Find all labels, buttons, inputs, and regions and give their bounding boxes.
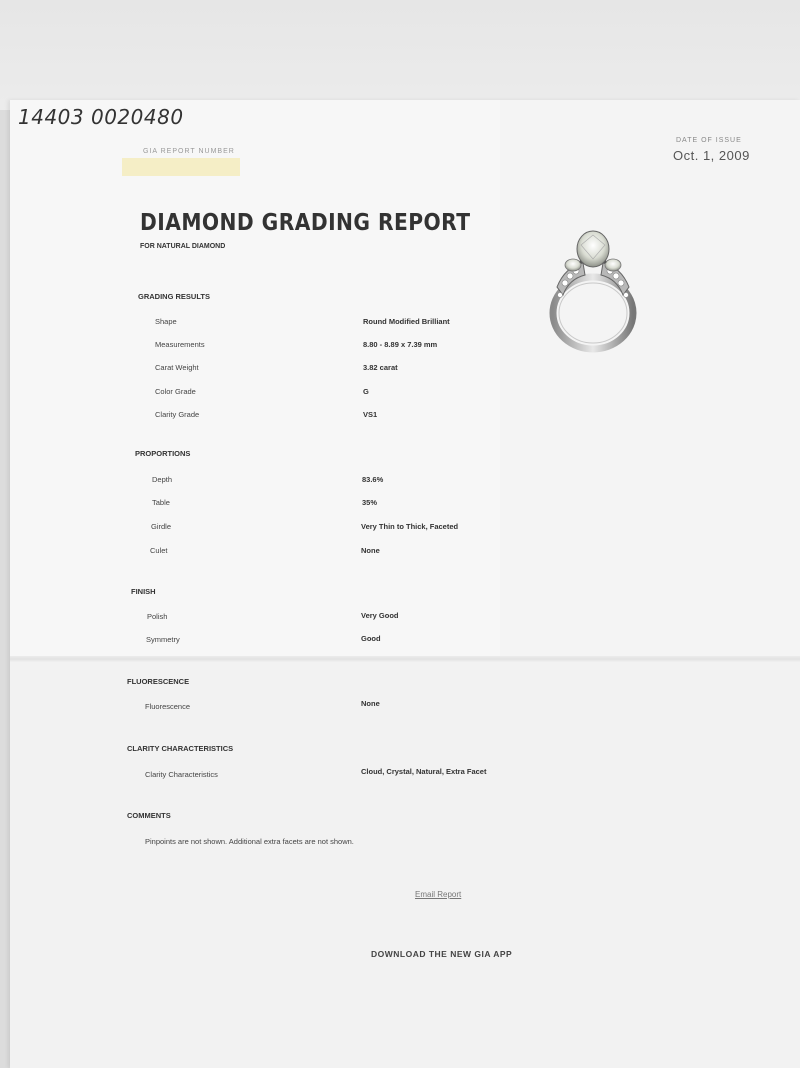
shape-label: Shape [155,317,177,326]
color-grade-value: G [363,387,369,396]
fluorescence-label: Fluorescence [145,702,191,711]
table-value: 35% [362,498,378,507]
report-subtitle: FOR NATURAL DIAMOND [140,243,226,250]
depth-label: Depth [152,475,173,484]
report-number-highlight [122,158,240,176]
symmetry-label: Symmetry [146,635,180,644]
table-label: Table [152,498,170,507]
culet-label: Culet [150,546,168,555]
email-report-link[interactable]: Email Report [415,890,462,899]
fluorescence-value: None [361,699,380,708]
comments-text: Pinpoints are not shown. Additional extra facets are not shown. [145,837,354,846]
section-finish: FINISH [131,587,156,596]
report-number-label: GIA REPORT NUMBER [143,148,235,155]
date-of-issue-value: Oct. 1, 2009 [673,148,750,163]
paper-panel-lower [10,662,800,1068]
download-app-link[interactable]: DOWNLOAD THE NEW GIA APP [371,949,513,959]
polish-value: Very Good [361,611,399,620]
symmetry-value: Good [361,634,381,643]
shape-value: Round Modified Brilliant [363,317,450,326]
clarity-grade-label: Clarity Grade [155,410,200,419]
clarity-characteristics-label: Clarity Characteristics [145,770,218,779]
polish-label: Polish [147,612,168,621]
section-fluorescence: FLUORESCENCE [127,677,190,686]
clarity-characteristics-value: Cloud, Crystal, Natural, Extra Facet [361,767,487,776]
carat-weight-value: 3.82 carat [363,363,398,372]
report-paper [10,100,800,1068]
clarity-grade-value: VS1 [363,410,378,419]
measurements-label: Measurements [155,340,205,349]
measurements-value: 8.80 - 8.89 x 7.39 mm [363,340,438,349]
section-clarity-characteristics: CLARITY CHARACTERISTICS [127,744,234,753]
report-title: DIAMOND GRADING REPORT [140,210,471,236]
depth-value: 83.6% [362,475,384,484]
girdle-value: Very Thin to Thick, Faceted [361,522,459,531]
background-surface [0,0,800,110]
color-grade-label: Color Grade [155,387,196,396]
section-comments: COMMENTS [127,811,171,820]
culet-value: None [361,546,380,555]
section-proportions: PROPORTIONS [135,449,191,458]
handwritten-number: 14403 0020480 [18,105,184,129]
ring-image [535,225,655,360]
carat-weight-label: Carat Weight [155,363,199,372]
section-grading-results: GRADING RESULTS [138,292,210,301]
date-of-issue-label: DATE OF ISSUE [676,137,742,144]
paper-panel [10,100,500,660]
girdle-label: Girdle [151,522,172,531]
